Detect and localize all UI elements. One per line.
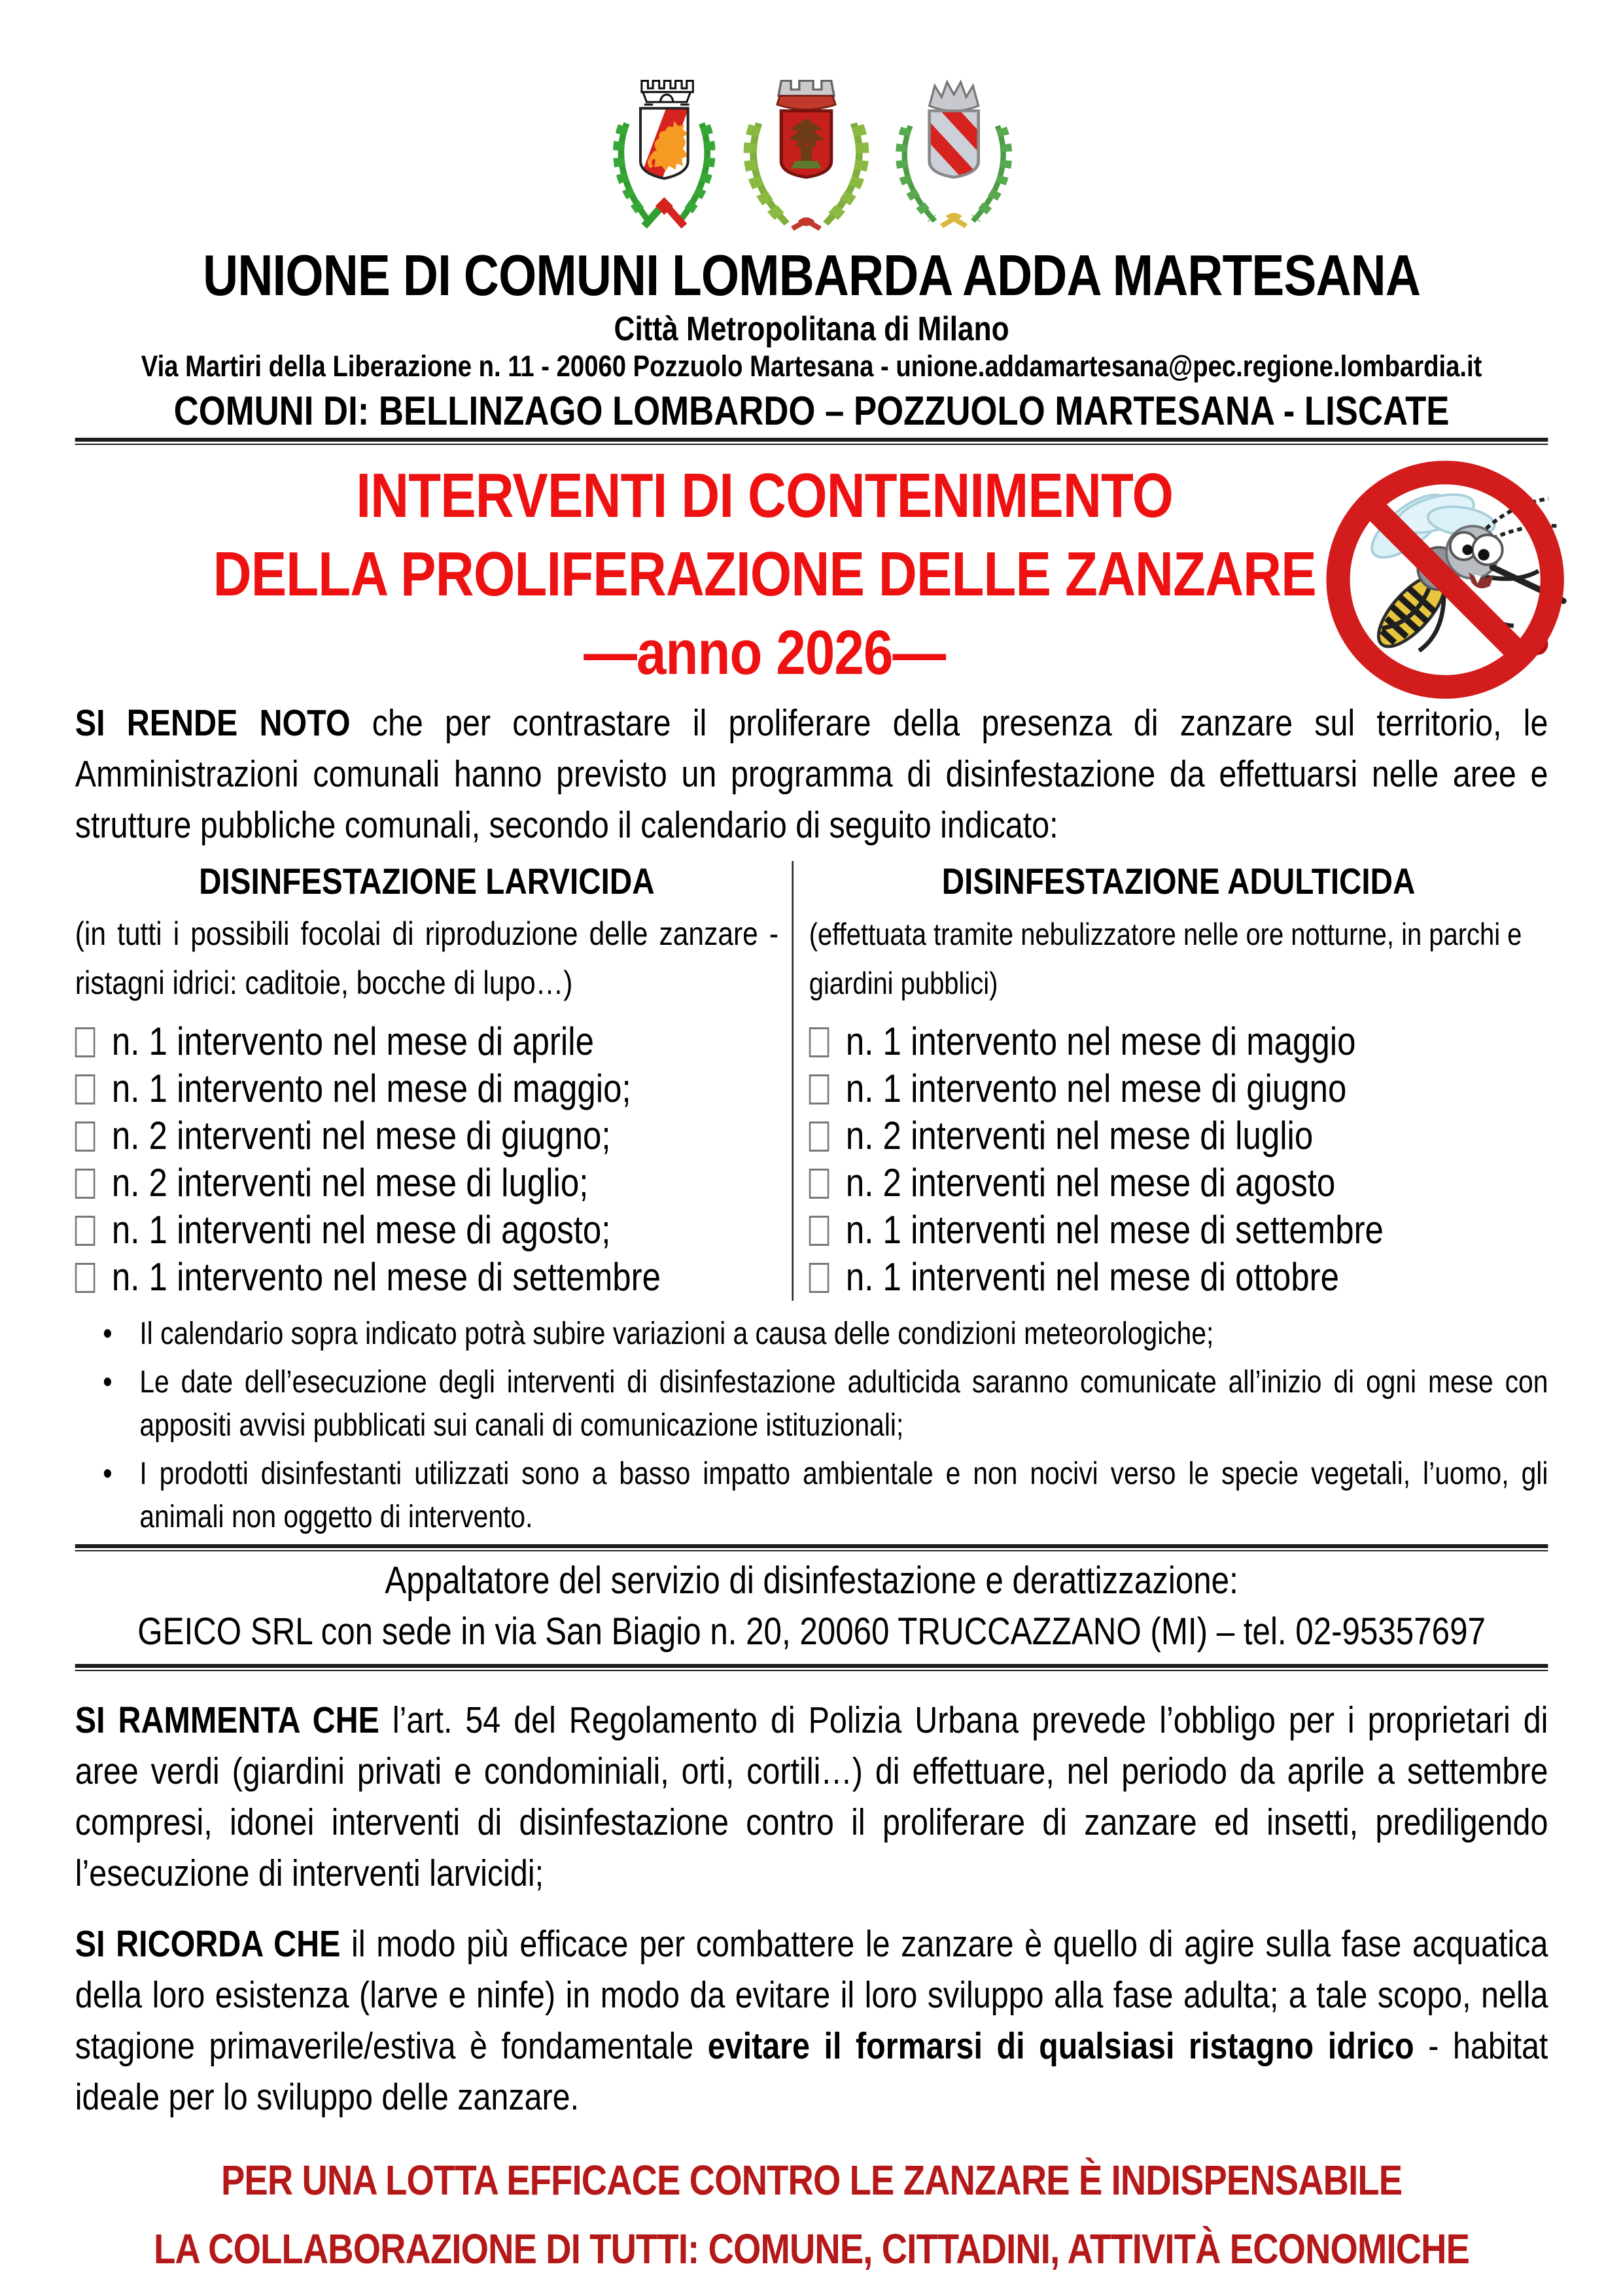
union-title: UNIONE DI COMUNI LOMBARDA ADDA MARTESANA: [203, 243, 1420, 308]
bullet-icon: •: [103, 1365, 113, 1400]
checkbox-glyph-icon: [75, 1216, 96, 1246]
list-item-label: n. 1 interventi nel mese di agosto;: [111, 1208, 611, 1252]
contractor-divider-bottom: [75, 1664, 1548, 1671]
recall-lead: SI RICORDA CHE: [75, 1923, 341, 1966]
list-item-label: n. 1 intervento nel mese di maggio: [845, 1019, 1356, 1064]
bullet-icon: •: [103, 1457, 113, 1492]
recall-paragraph: [75, 1918, 1548, 2123]
note-item: [75, 1453, 1548, 1539]
note-item: [75, 1313, 1548, 1356]
list-item: [75, 1018, 778, 1065]
checkbox-glyph-icon: [75, 1027, 96, 1057]
list-item-label: n. 1 interventi nel mese di settembre: [845, 1208, 1384, 1252]
notice-title-block: [75, 457, 1548, 692]
list-item-label: n. 2 interventi nel mese di giugno;: [111, 1114, 611, 1158]
list-item-label: n. 1 intervento nel mese di aprile: [111, 1019, 594, 1064]
list-item: [75, 1254, 778, 1301]
note-text: Le date dell’esecuzione degli interventi di disinfestazione adulticida saranno comunicate all’inizio di ogni mese con appositi avvisi pubblicati sui canali di comunicazione istituzionali;: [139, 1365, 1548, 1443]
list-item-label: n. 2 interventi nel mese di agosto: [845, 1161, 1336, 1205]
column-larvicida-title: DISINFESTAZIONE LARVICIDA: [199, 860, 655, 902]
union-subtitle: Città Metropolitana di Milano: [614, 310, 1009, 349]
note-text: I prodotti disinfestanti utilizzati sono a basso impatto ambientale e non nocivi verso le specie vegetali, l’uomo, gli animali non oggetto di intervento.: [139, 1457, 1548, 1535]
notice-title-line2: DELLA PROLIFERAZIONE DELLE ZANZARE: [213, 539, 1316, 610]
list-item-label: n. 1 intervento nel mese di settembre: [111, 1255, 661, 1299]
union-address: Via Martiri della Liberazione n. 11 - 20060 Pozzuolo Martesana - unione.addamartesana@pec.regione.lombardia.it: [141, 349, 1482, 383]
checkbox-glyph-icon: [809, 1263, 829, 1293]
coat-of-arms-pozzuolo-martesana-icon: [737, 73, 876, 234]
list-item: [809, 1065, 1548, 1112]
recall-bold-phrase: evitare il formarsi di qualsiasi ristagno idrico: [707, 2025, 1414, 2068]
reminder-text: l’art. 54 del Regolamento di Polizia Urbana prevede l’obbligo per i proprietari di aree verdi (giardini privati e condominiali, orti, cortili…) di effettuare, nel periodo da aprile a settembre compresi, idonei interventi di disinfestazione contro il proliferare di zanzare ed insetti, prediligendo l’esecuzione di interventi larvicidi;: [75, 1699, 1548, 1895]
checkbox-glyph-icon: [809, 1027, 829, 1057]
column-adulticida-description: (effettuata tramite nebulizzatore nelle ore notturne, in parchi e giardini pubblici): [809, 917, 1522, 1001]
intro-paragraph: [75, 698, 1548, 851]
list-item: [75, 1159, 778, 1207]
list-item-label: n. 1 intervento nel mese di maggio;: [111, 1067, 631, 1111]
list-item-label: n. 1 intervento nel mese di giugno: [845, 1067, 1347, 1111]
contractor-divider-top: [75, 1544, 1548, 1551]
list-item: [75, 1207, 778, 1254]
checkbox-glyph-icon: [809, 1074, 829, 1104]
list-item: [75, 1112, 778, 1159]
list-item: [809, 1112, 1548, 1159]
municipalities-line: COMUNI DI: BELLINZAGO LOMBARDO – POZZUOLO MARTESANA - LISCATE: [173, 389, 1450, 434]
no-mosquito-icon: [1314, 449, 1576, 711]
contractor-line2: GEICO SRL con sede in via San Biagio n. 20, 20060 TRUCCAZZANO (MI) – tel. 02-95357697: [137, 1610, 1486, 1653]
column-divider: [792, 861, 794, 1301]
checkbox-glyph-icon: [75, 1074, 96, 1104]
notes-section: [75, 1313, 1548, 1539]
column-adulticida-title: DISINFESTAZIONE ADULTICIDA: [941, 860, 1416, 902]
checkbox-glyph-icon: [75, 1169, 96, 1199]
schedule-columns: [75, 861, 1548, 1301]
footer-line1: PER UNA LOTTA EFFICACE CONTRO LE ZANZARE È INDISPENSABILE: [220, 2157, 1403, 2204]
note-item: [75, 1361, 1548, 1447]
notice-title-line1: INTERVENTI DI CONTENIMENTO: [356, 461, 1174, 531]
list-item-label: n. 2 interventi nel mese di luglio: [845, 1114, 1314, 1158]
intro-text: che per contrastare il proliferare della presenza di zanzare sul territorio, le Amministrazioni comunali hanno previsto un programma di disinfestazione da effettuarsi nelle aree e strutture pubbliche comunali, secondo il calendario di seguito indicato:: [75, 702, 1548, 847]
list-item: [75, 1065, 778, 1112]
column-larvicida: [75, 861, 778, 1301]
notice-title-line3: —anno 2026—: [584, 618, 946, 688]
coat-of-arms-bellinzago-lombardo-icon: [601, 73, 726, 234]
header-divider: [75, 438, 1548, 445]
crest-row: [75, 0, 1548, 234]
coat-of-arms-liscate-icon: [886, 73, 1022, 234]
footer-line2: LA COLLABORAZIONE DI TUTTI: COMUNE, CITTADINI, ATTIVITÀ ECONOMICHE: [154, 2225, 1470, 2273]
checkbox-glyph-icon: [809, 1216, 829, 1246]
list-item: [809, 1207, 1548, 1254]
footer-call-to-action: [75, 2146, 1548, 2284]
adulticida-list: [809, 1018, 1548, 1301]
reminder-lead: SI RAMMENTA CHE: [75, 1699, 379, 1742]
list-item: [809, 1159, 1548, 1207]
contractor-line1: Appaltatore del servizio di disinfestazione e derattizzazione:: [385, 1559, 1238, 1602]
larvicida-list: [75, 1018, 778, 1301]
recall-text-mid: il modo più efficace per combattere le zanzare è quello di agire sulla fase acquatica della loro esistenza (larve e ninfe) in modo da evitare il loro sviluppo alla fase adulta; a tale scopo, nella stagione primaverile/estiva è fondamentale: [75, 1923, 1548, 2068]
column-larvicida-description: (in tutti i possibili focolai di riproduzione delle zanzare - ristagni idrici: caditoie, bocche di lupo…): [75, 915, 778, 1002]
column-adulticida: [809, 861, 1548, 1301]
list-item-label: n. 2 interventi nel mese di luglio;: [111, 1161, 589, 1205]
reminder-paragraph: [75, 1695, 1548, 1899]
checkbox-glyph-icon: [809, 1169, 829, 1199]
list-item-label: n. 1 interventi nel mese di ottobre: [845, 1255, 1339, 1299]
checkbox-glyph-icon: [75, 1122, 96, 1152]
list-item: [809, 1254, 1548, 1301]
contractor-block: [75, 1551, 1548, 1663]
bullet-icon: •: [103, 1316, 113, 1352]
checkbox-glyph-icon: [75, 1263, 96, 1293]
intro-lead: SI RENDE NOTO: [75, 702, 351, 745]
recall-text-tail: - habitat ideale per lo sviluppo delle zanzare.: [75, 2025, 1548, 2119]
note-text: Il calendario sopra indicato potrà subire variazioni a causa delle condizioni meteorologiche;: [139, 1316, 1214, 1352]
list-item: [809, 1018, 1548, 1065]
checkbox-glyph-icon: [809, 1122, 829, 1152]
